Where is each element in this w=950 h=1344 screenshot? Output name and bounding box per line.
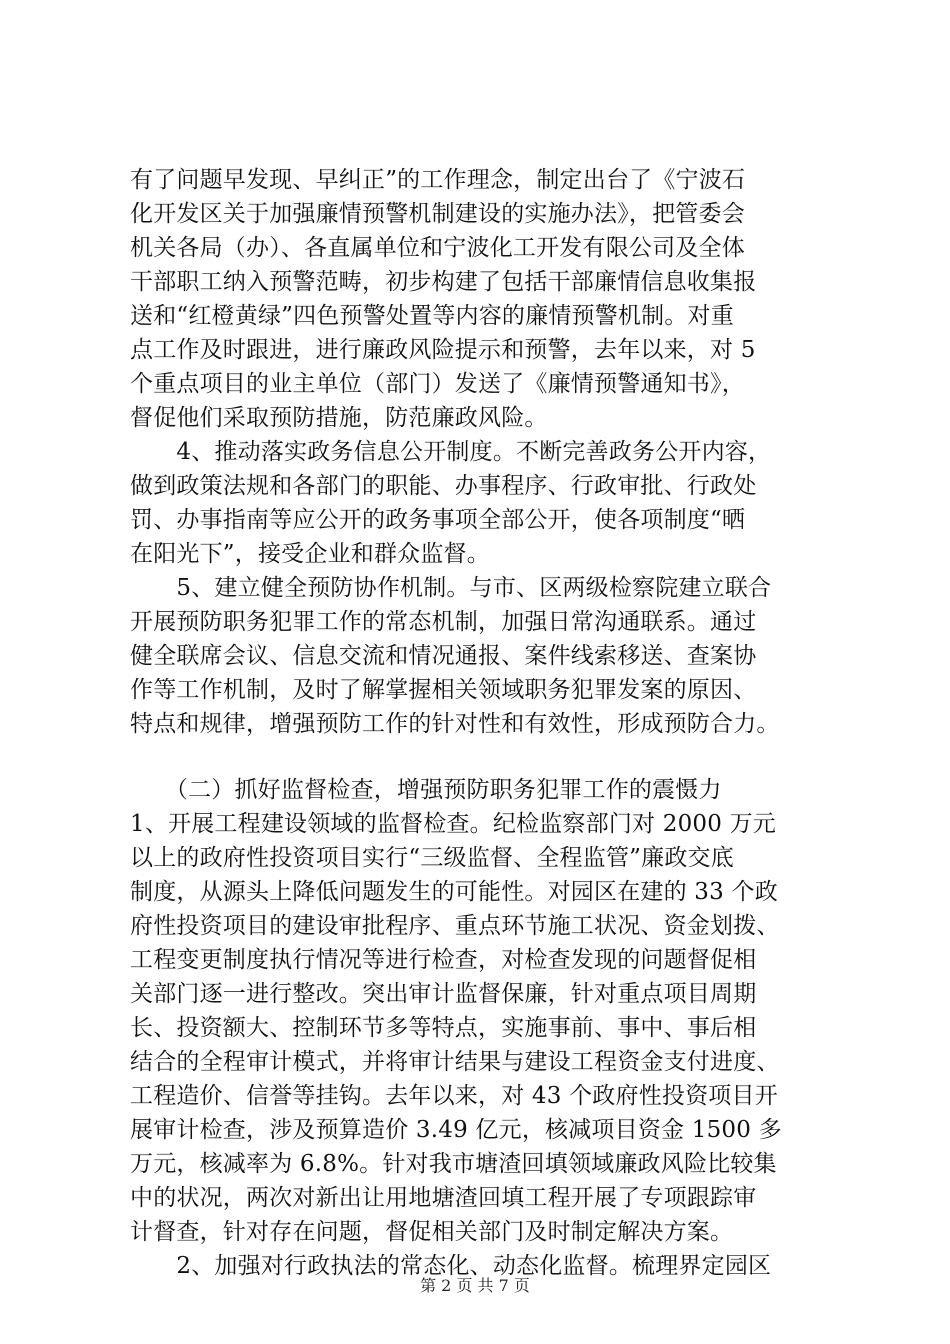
text-line: 个重点项目的业主单位（部门）发送了《廉情预警通知书》， (130, 371, 745, 397)
text-line: 干部职工纳入预警范畴，初步构建了包括干部廉情信息收集报 (130, 269, 757, 295)
text-line: 罚、办事指南等应公开的政务事项全部公开，使各项制度“晒 (130, 507, 746, 533)
text-line: 4、推动落实政务信息公开制度。不断完善政务公开内容， (130, 439, 772, 465)
text-line: 送和“红橙黄绿”四色预警处置等内容的廉情预警机制。对重 (130, 303, 734, 329)
text-line: 化开发区关于加强廉情预警机制建设的实施办法》，把管委会 (130, 201, 745, 227)
text-line: 计督查，针对存在问题，督促相关部门及时制定解决方案。 (130, 1219, 734, 1245)
page-footer: 第 2 页 共 7 页 (420, 1276, 530, 1295)
text-line: 1、开展工程建设领域的监督检查。纪检监察部门对 2000 万元 (130, 811, 776, 837)
text-line: 作等工作机制，及时了解掌握相关领域职务犯罪发案的原因、 (130, 677, 757, 703)
text-line: 中的状况，两次对新出让用地塘渣回填工程开展了专项跟踪审 (130, 1185, 757, 1211)
text-line: 特点和规律，增强预防工作的针对性和有效性，形成预防合力。 (130, 711, 780, 737)
text-line: 5、建立健全预防协作机制。与市、区两级检察院建立联合 (130, 575, 772, 601)
text-line: 健全联席会议、信息交流和情况通报、案件线索移送、查案协 (130, 643, 757, 669)
text-line: 结合的全程审计模式，并将审计结果与建设工程资金支付进度、 (130, 1049, 780, 1075)
text-line: 展审计检查，涉及预算造价 3.49 亿元，核减项目资金 1500 多 (130, 1117, 782, 1143)
text-line: 在阳光下”，接受企业和群众监督。 (130, 541, 490, 567)
text-line: 督促他们采取预防措施，防范廉政风险。 (130, 405, 548, 431)
text-line: 制度，从源头上降低问题发生的可能性。对园区在建的 33 个政 (130, 879, 778, 905)
text-line: 2、加强对行政执法的常态化、动态化监督。梳理界定园区 (130, 1253, 772, 1279)
text-line: 工程造价、信誉等挂钩。去年以来，对 43 个政府性投资项目开 (130, 1083, 778, 1109)
text-line: 机关各局（办）、各直属单位和宁波化工开发有限公司及全体 (130, 235, 745, 261)
text-line: 工程变更制度执行情况等进行检查，对检查发现的问题督促相 (130, 947, 757, 973)
text-line: 以上的政府性投资项目实行“三级监督、全程监管”廉政交底 (130, 845, 734, 871)
text-line: 长、投资额大、控制环节多等特点，实施事前、事中、事后相 (130, 1015, 757, 1041)
text-line: 万元，核减率为 6.8%。针对我市塘渣回填领域廉政风险比较集 (130, 1151, 777, 1177)
text-line: 府性投资项目的建设审批程序、重点环节施工状况、资金划拨、 (130, 913, 780, 939)
section-heading: （二）抓好监督检查，增强预防职务犯罪工作的震慑力 (130, 777, 722, 803)
text-line: 做到政策法规和各部门的职能、办事程序、行政审批、行政处 (130, 473, 757, 499)
text-line: 开展预防职务犯罪工作的常态机制，加强日常沟通联系。通过 (130, 609, 757, 635)
text-line: 点工作及时跟进，进行廉政风险提示和预警，去年以来，对 5 (130, 337, 756, 363)
text-line: 关部门逐一进行整改。突出审计监督保廉，针对重点项目周期 (130, 981, 757, 1007)
text-line: 有了问题早发现、早纠正”的工作理念，制定出台了《宁波石 (130, 167, 746, 193)
